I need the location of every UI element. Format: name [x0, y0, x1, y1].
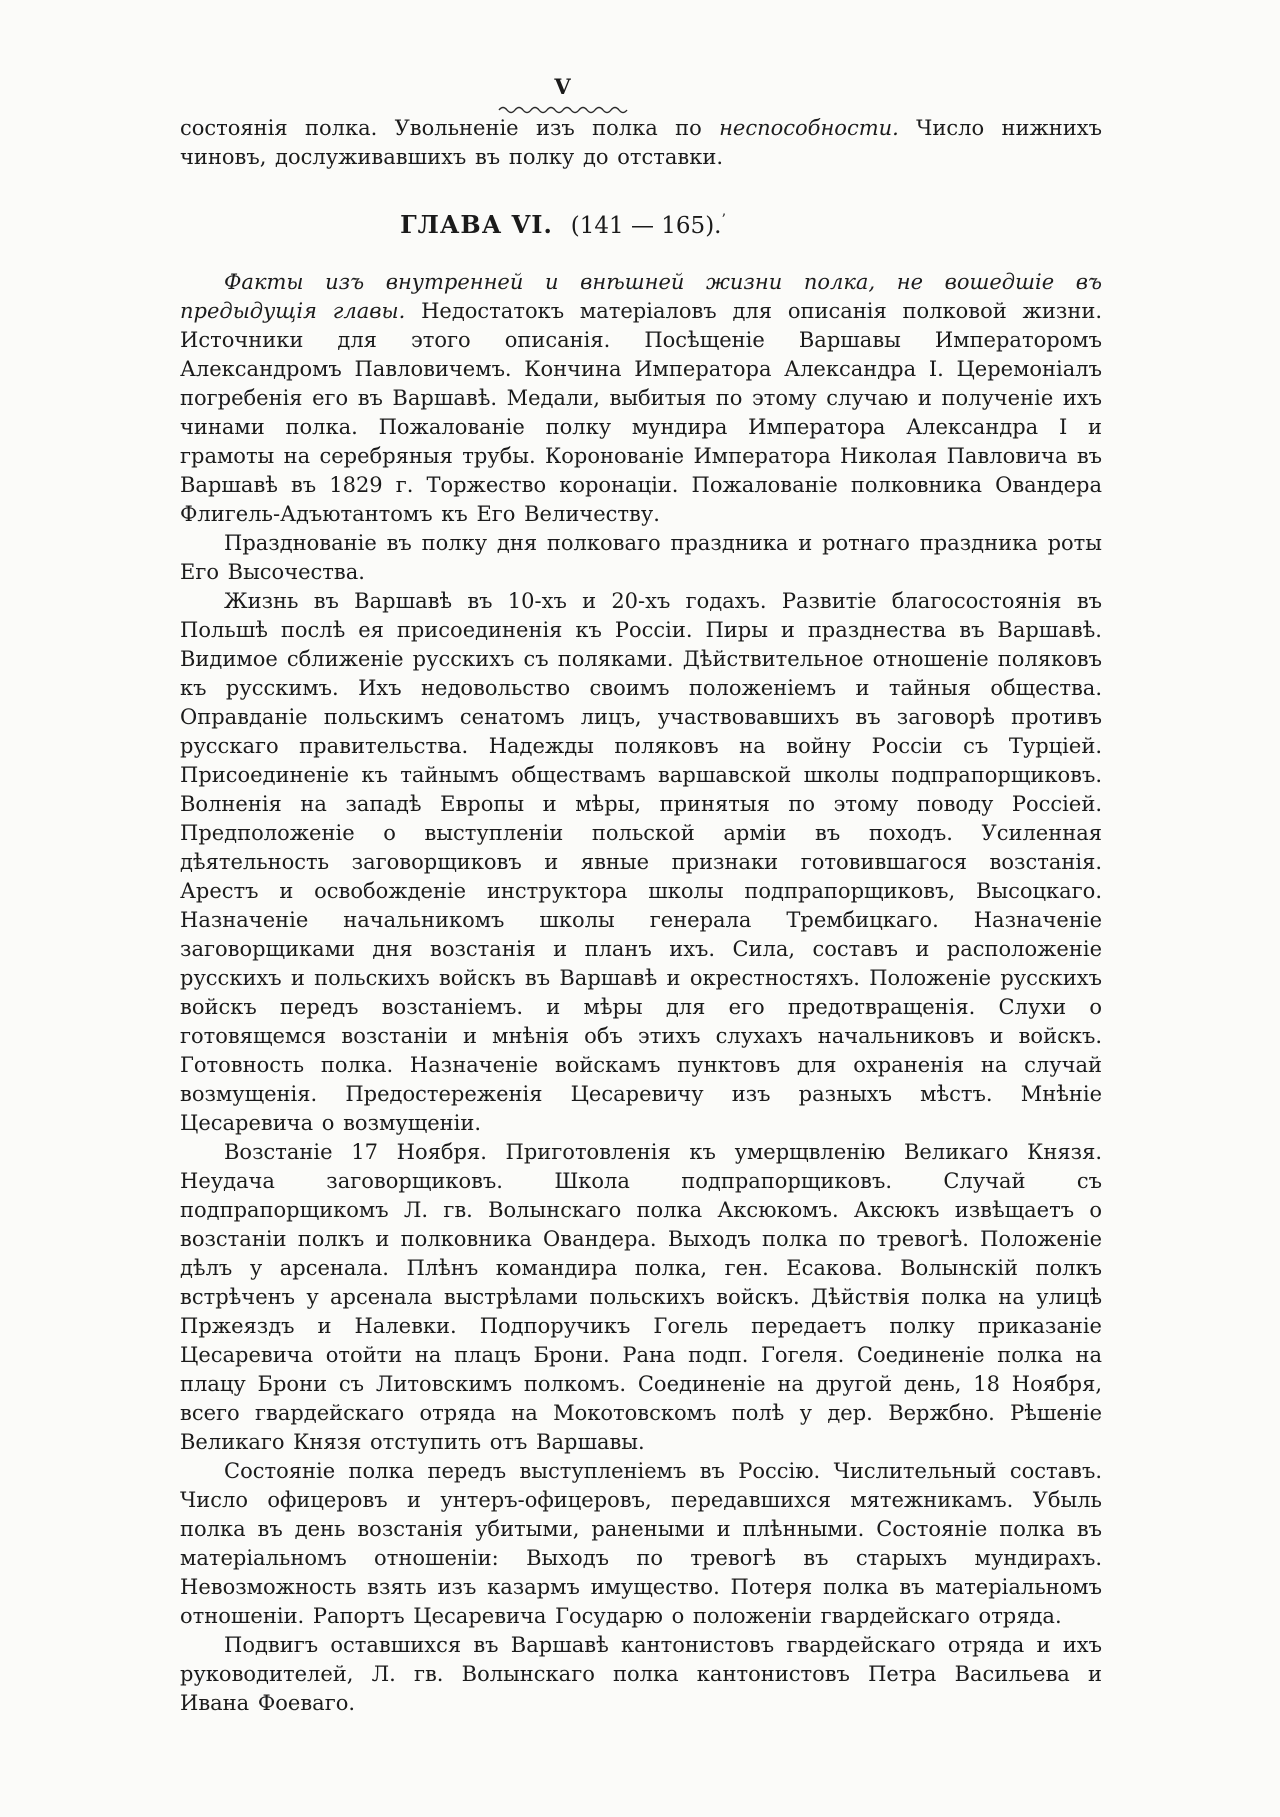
page-number: V	[554, 74, 572, 99]
text-run: Жизнь въ Варшавѣ въ 10-хъ и 20-хъ годахъ. Развитіе благосостоянія въ Польшѣ послѣ ея присоединенія къ Россіи. Пиры и празднества въ Варшавѣ. Видимое сближеніе русскихъ съ поляками. Дѣйствительное отношеніе поляковъ къ русскимъ. Ихъ недовольство своимъ положеніемъ и тайныя общества. Оправданіе польскимъ сенатомъ лицъ, участвовавшихъ въ заговорѣ противъ русскаго правительства. Надежды поляковъ на войну Россіи съ Турціей. Присоединеніе къ тайнымъ обществамъ варшавской школы подпрапорщиковъ. Волненія на западѣ Европы и мѣры, принятыя по этому поводу Россіей. Предположеніе о выступленіи польской арміи въ походъ. Усиленная дѣятельность заговорщиковъ и явные признаки готовившагося возстанія. Арестъ и освобожденіе инструктора школы подпрапорщиковъ, Высоцкаго. Назначеніе начальникомъ школы генерала Трембицкаго. Назначеніе заговорщиками дня возстанія и планъ ихъ. Сила, составъ и расположеніе русскихъ и польскихъ войскъ въ Варшавѣ и окрестностяхъ. Положеніе русскихъ войскъ передъ возстаніемъ. и мѣры для его предотвращенія. Слухи о готовящемся возстаніи и мнѣнія объ этихъ слухахъ начальниковъ и войскъ. Готовность полка. Назначеніе войскамъ пунктовъ для охраненія на случай возмущенія. Предостереженія Цесаревичу изъ разныхъ мѣстъ. Мнѣніе Цесаревича о возмущеніи.	[180, 589, 1102, 1135]
chapter-page-range: (141 — 165).	[570, 213, 722, 239]
paragraph-summary-6	[180, 1631, 1102, 1718]
text-run: Недостатокъ матеріаловъ для описанія полковой жизни. Источники для этого описанія. Посѣщеніе Варшавы Императоромъ Александромъ Павловичемъ. Кончина Императора Александра I. Церемоніалъ погребенія его въ Варшавѣ. Медали, выбитыя по этому случаю и полученіе ихъ чинами полка. Пожалованіе полку мундира Императора Александра I и грамоты на серебряныя трубы. Коронованіе Императора Николая Павловича въ Варшавѣ въ 1829 г. Торжество коронаціи. Пожалованіе полковника Овандера Флигель-Адъютантомъ къ Его Величеству.	[180, 299, 1102, 526]
text-run: Возстаніе 17 Ноября. Приготовленія къ умерщвленію Великаго Князя. Неудача заговорщиковъ. Школа подпрапорщиковъ. Случай съ подпрапорщикомъ Л. гв. Волынскаго полка Аксюкомъ. Аксюкъ извѣщаетъ о возстаніи полкъ и полковника Овандера. Выходъ полка по тревогѣ. Положеніе дѣлъ у арсенала. Плѣнъ командира полка, ген. Есакова. Волынскій полкъ встрѣченъ у арсенала выстрѣлами польскихъ войскъ. Дѣйствія полка на улицѣ Пржеяздъ и Налевки. Подпоручикъ Гогель передаетъ полку приказаніе Цесаревича отойти на плацъ Брони. Рана подп. Гогеля. Соединеніе полка на плацу Брони съ Литовскимъ полкомъ. Соединеніе на другой день, 18 Ноября, всего гвардейскаго отряда на Мокотовскомъ полѣ у дер. Вержбно. Рѣшеніе Великаго Князя отступить отъ Варшавы.	[180, 1140, 1102, 1454]
text-run: Состояніе полка передъ выступленіемъ въ Россію. Числительный составъ. Число офицеровъ и унтеръ-офицеровъ, передавшихся мятежникамъ. Убыль полка въ день возстанія убитыми, ранеными и плѣнными. Состояніе полка въ матеріальномъ отношеніи: Выходъ по тревогѣ въ старыхъ мундирахъ. Невозможность взять изъ казармъ имущество. Потеря полка въ матеріальномъ отношеніи. Рапортъ Цесаревича Государю о положеніи гвардейскаго отряда.	[180, 1459, 1102, 1628]
paragraph-summary-5	[180, 1457, 1102, 1631]
chapter-heading	[102, 206, 1024, 240]
paragraph-summary-4	[180, 1138, 1102, 1457]
chapter-title: ГЛАВА VI.	[400, 210, 553, 239]
text-run-italic: Факты изъ внутренней и внѣшней жизни полка, не вошедшіе въ предыдущія главы.	[180, 270, 1102, 323]
text-run: Число нижнихъ чиновъ, дослуживавшихъ въ полку до отставки.	[180, 116, 1102, 169]
paragraph-continuation	[180, 114, 1102, 172]
footnote-mark: ’	[721, 212, 726, 228]
text-run: Празднованіе въ полку дня полковаго праздника и ротнаго праздника роты Его Высочества.	[180, 531, 1102, 584]
wavy-divider	[102, 100, 1024, 114]
paragraph-summary-2	[180, 529, 1102, 587]
text-run: состоянія полка. Увольненіе изъ полка по	[180, 116, 720, 140]
paragraph-summary-3	[180, 587, 1102, 1138]
paragraph-summary-1	[180, 268, 1102, 529]
wavy-divider-icon	[497, 103, 629, 115]
text-run-italic: неспособности.	[719, 116, 899, 140]
text-run: Подвигъ оставшихся въ Варшавѣ кантонистовъ гвардейскаго отряда и ихъ руководителей, Л. гв. Волынскаго полка кантонистовъ Петра Васильева и Ивана Фоеваго.	[180, 1633, 1102, 1715]
